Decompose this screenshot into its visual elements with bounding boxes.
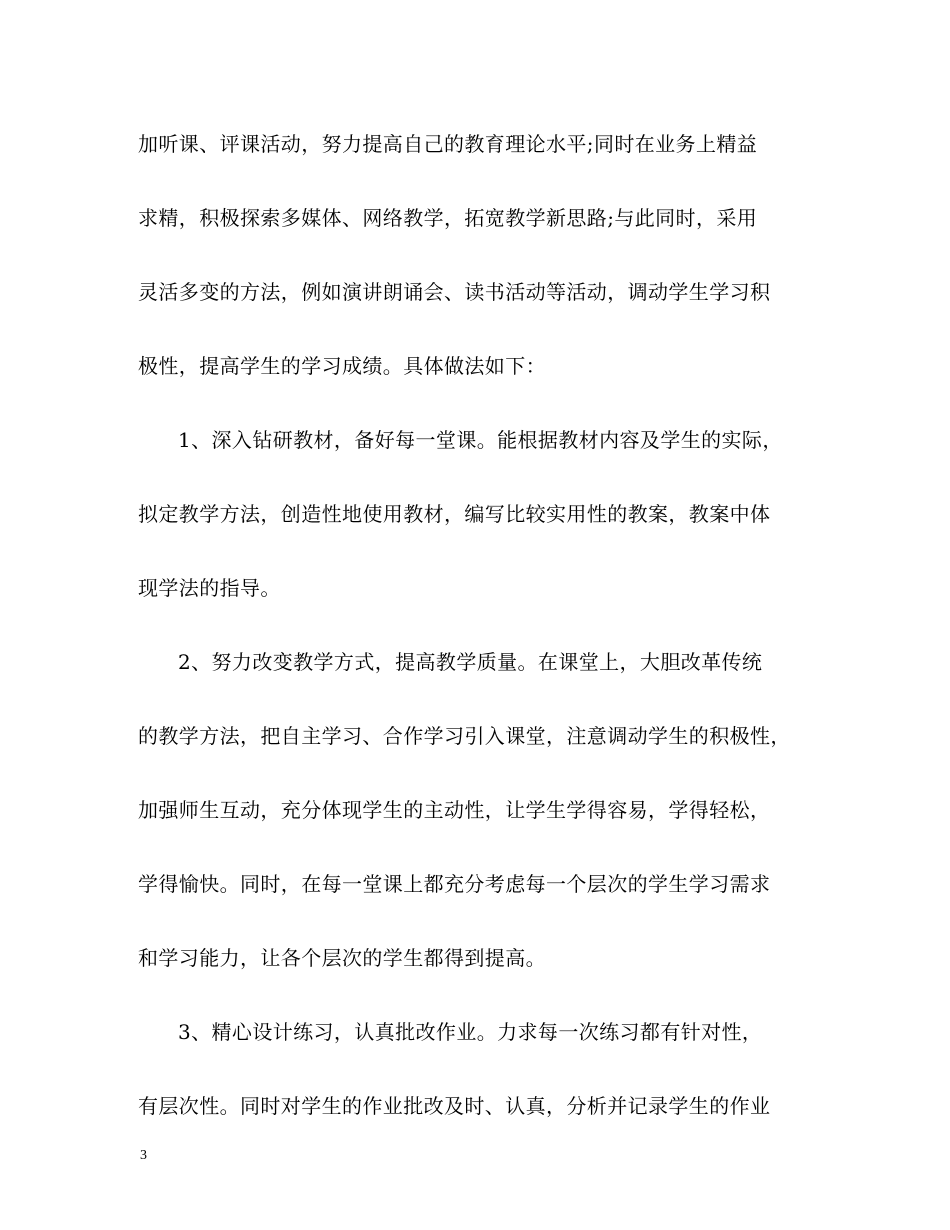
text-line: 和学习能力，让各个层次的学生都得到提高。 (138, 946, 546, 970)
text-line: 的教学方法，把自主学习、合作学习引入课堂，注意调动学生的积极性， (138, 724, 791, 748)
text-line: 求精，积极探索多媒体、网络教学，拓宽教学新思路;与此同时，采用 (138, 206, 758, 230)
text-line: 加强师生互动，充分体现学生的主动性，让学生学得容易，学得轻松， (138, 798, 771, 822)
text-line: 有层次性。同时对学生的作业批改及时、认真，分析并记录学生的作业 (138, 1094, 771, 1118)
page-number: 3 (140, 1148, 147, 1163)
text-line: 拟定教学方法，创造性地使用教材，编写比较实用性的教案，教案中体 (138, 502, 771, 526)
text-line: 1、深入钻研教材，备好每一堂课。能根据教材内容及学生的实际， (178, 428, 783, 452)
text-line: 灵活多变的方法，例如演讲朗诵会、读书活动等活动，调动学生学习积 (138, 280, 771, 304)
text-line: 学得愉快。同时，在每一堂课上都充分考虑每一个层次的学生学习需求 (138, 872, 771, 896)
text-line: 2、努力改变教学方式，提高教学质量。在课堂上，大胆改革传统 (178, 650, 763, 674)
text-line: 极性，提高学生的学习成绩。具体做法如下： (138, 354, 546, 378)
text-line: 3、精心设计练习，认真批改作业。力求每一次练习都有针对性， (178, 1020, 763, 1044)
text-line: 现学法的指导。 (138, 576, 281, 600)
text-line: 加听课、评课活动，努力提高自己的教育理论水平;同时在业务上精益 (138, 132, 758, 156)
